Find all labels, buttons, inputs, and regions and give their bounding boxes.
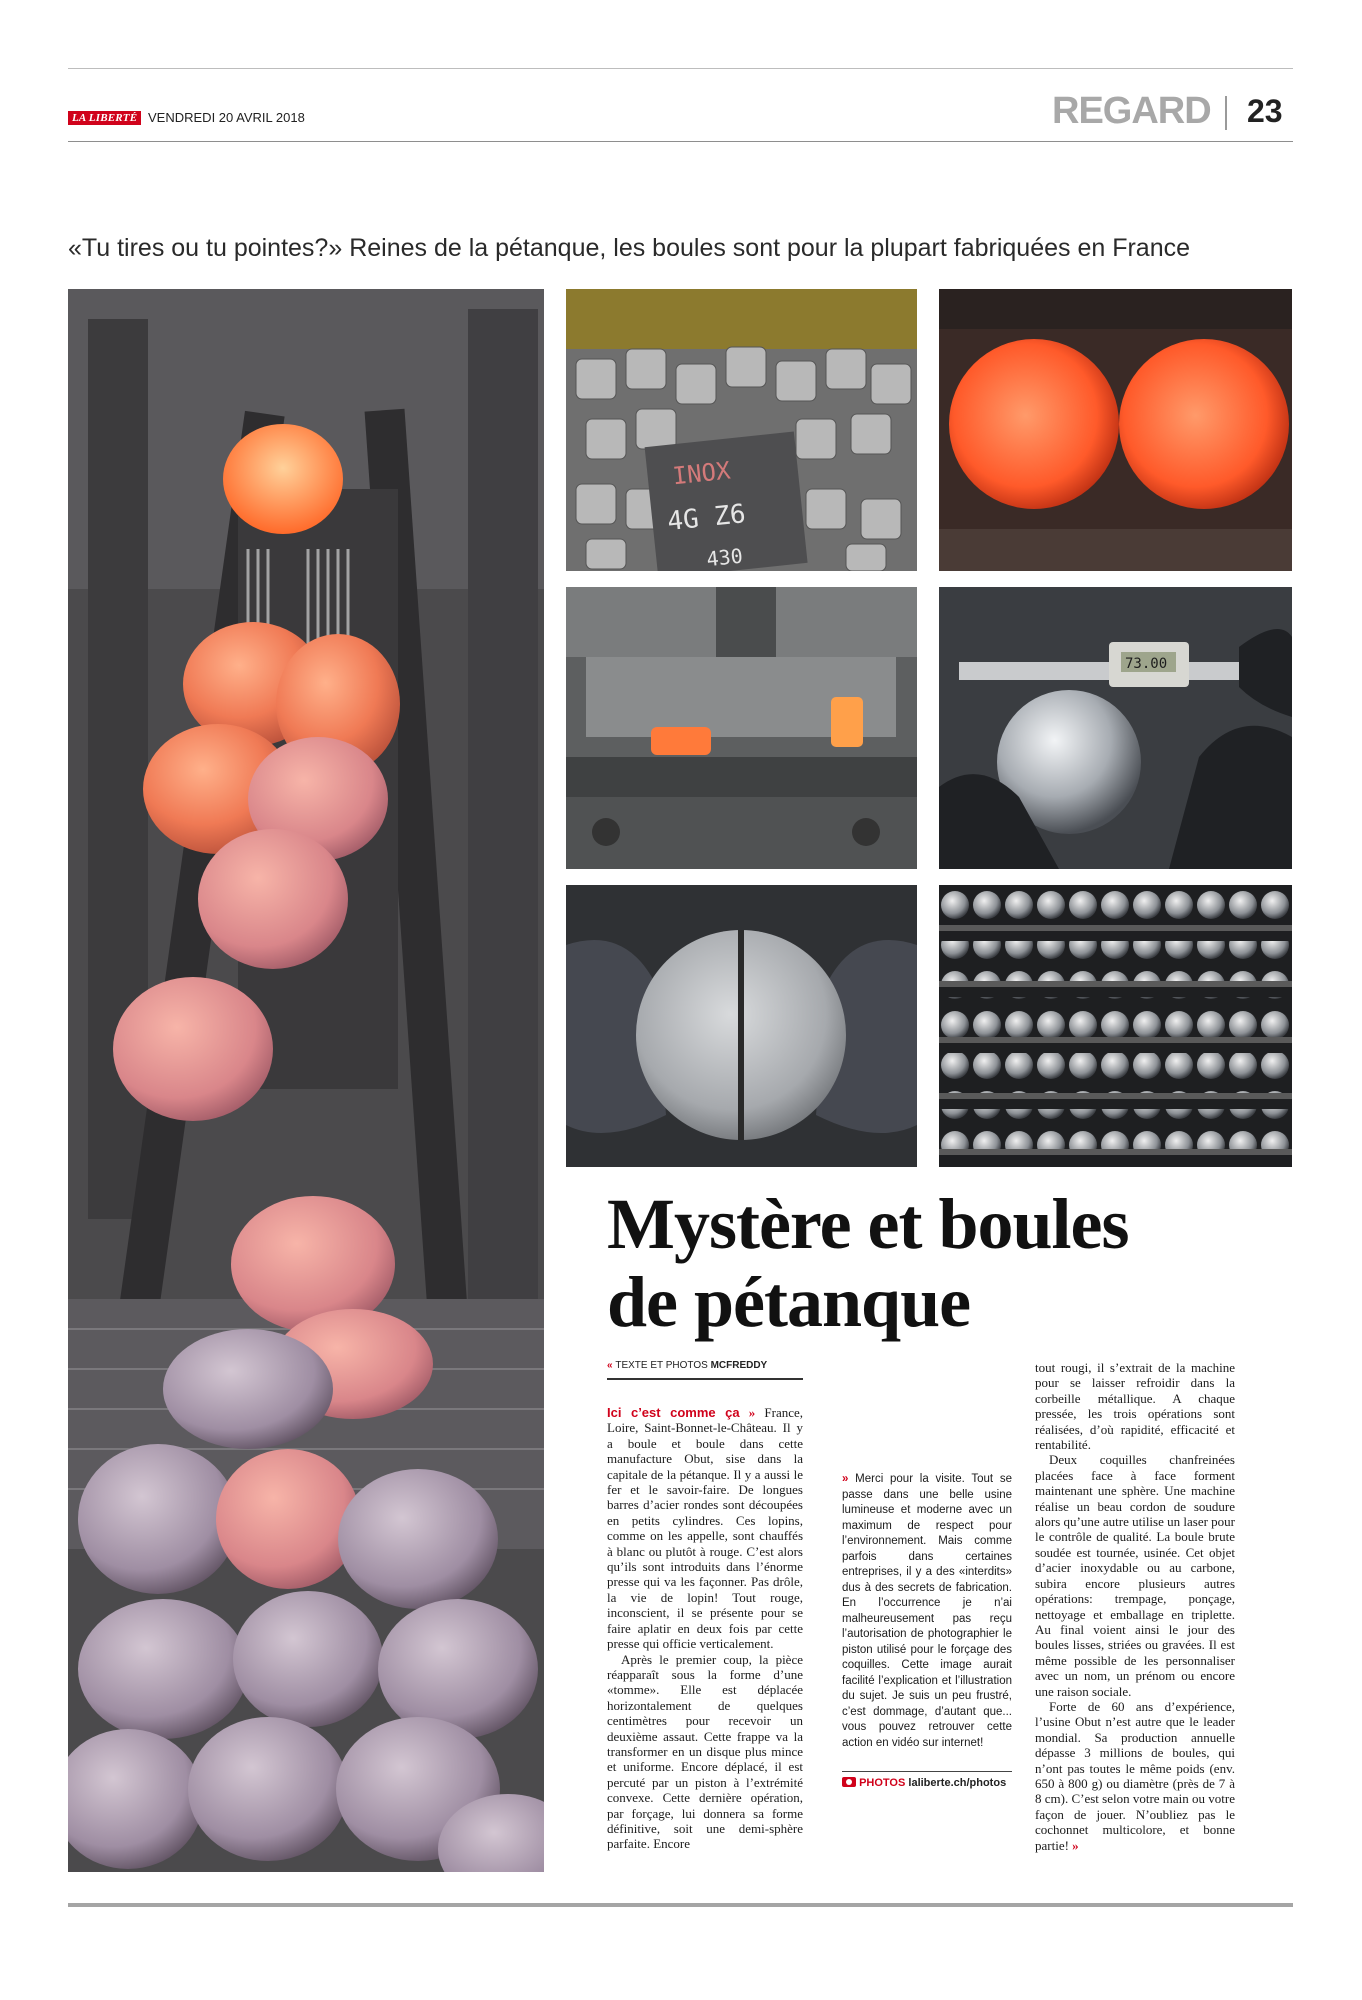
byline-marker: « bbox=[607, 1360, 613, 1371]
caliper-image bbox=[939, 587, 1292, 869]
photo-press-machine bbox=[566, 587, 917, 869]
article-paragraph-5 bbox=[1035, 1699, 1235, 1853]
article-p5-text: Forte de 60 ans d’expérience, l’usine Obut n’est autre que le leader mondial. Sa production annuelle dépasse 3 millions de boules, qui n’ont pas toutes le même poids (env. 650 à 800 g) ou diamètre (près de 7 à 8 cm). C’est selon votre main ou votre façon de jouer. N’oubliez pas le cochonnet multicolore, et bonne partie! bbox=[1035, 1698, 1236, 1853]
page-number: 23 bbox=[1247, 93, 1283, 129]
sidebar-paragraph bbox=[842, 1472, 1012, 1751]
article-column-3 bbox=[1035, 1360, 1235, 1853]
article-lead: Ici c’est comme ça bbox=[607, 1405, 740, 1420]
hot-balls-image bbox=[939, 289, 1292, 571]
photo-credit-link[interactable]: laliberte.ch/photos bbox=[908, 1777, 1007, 1789]
bottom-rule bbox=[68, 1903, 1293, 1907]
headline-line-2: de pétanque bbox=[607, 1262, 971, 1342]
photo-hot-balls bbox=[939, 289, 1292, 571]
headline bbox=[607, 1185, 1307, 1341]
ball-shelves-image bbox=[939, 885, 1292, 1167]
article-paragraph-1 bbox=[607, 1405, 803, 1652]
article-paragraph-2: Après le premier coup, la pièce réapparaît sous la forme d’une «tomme». Elle est déplacée horizontalement de quelques centimètres pour recevoir un deuxième assaut. Cette frappe va la transformer en un disque plus mince et uniforme. Encore déplacé, il est percuté par un piston à l’extrémité convexe. Cette dernière opération, par forçage, lui donnera sa forme définitive, soit une demi-sphère parfaite. Encore bbox=[607, 1651, 803, 1852]
sidebar-box bbox=[842, 1472, 1012, 1751]
photo-credit bbox=[842, 1777, 1006, 1789]
byline-author: MCFREDDY bbox=[710, 1360, 768, 1371]
article-paragraph-3: tout rougi, il s’extrait de la machine pour se laisser refroidir dans la corbeille métallique. A chaque pressée, les trois opérations sont réalisées, d’où rapidité, efficacité et rentabilité. bbox=[1035, 1360, 1235, 1453]
section-title: REGARD bbox=[1052, 90, 1211, 132]
billet-marking-code: 4G Z6 bbox=[666, 499, 748, 538]
byline-rule bbox=[607, 1378, 803, 1380]
photo-credit-label: PHOTOS bbox=[859, 1777, 906, 1789]
kicker: «Tu tires ou tu pointes?» Reines de la pétanque, les boules sont pour la plupart fabriquées en France bbox=[68, 234, 1191, 262]
billet-marking-inox: INOX bbox=[671, 456, 732, 491]
section-separator bbox=[1225, 96, 1227, 130]
billet-marking-number: 430 bbox=[705, 543, 744, 571]
byline bbox=[607, 1360, 767, 1371]
camera-icon bbox=[842, 1777, 856, 1787]
article-column-1 bbox=[607, 1405, 803, 1852]
lead-marker: » bbox=[748, 1405, 756, 1420]
photo-hemispheres-conveyor bbox=[68, 289, 544, 1872]
byline-prefix: TEXTE ET PHOTOS bbox=[615, 1360, 708, 1371]
photo-caliper-measure bbox=[939, 587, 1292, 869]
hemispheres-image bbox=[68, 289, 544, 1872]
photo-ball-shelves bbox=[939, 885, 1292, 1167]
article-p1-text: France, Loire, Saint-Bonnet-le-Château. Il y a boule et boule dans cette manufacture Obut, sise dans la capitale de la pétanque. Il y a aussi le fer et le savoir-faire. De longues barres d’acier rondes sont découpées en petits cylindres. Ces lopins, comme on les appelle, sont chauffés à blanc ou plutôt à rouge. C’est alors qu’ils sont introduits dans l’énorme presse qui va les façonner. Pas drôle, la vie de lopin! Tout rouge, inconscient, il se présente pour se faire aplatir en deux fois par cette presse qui officie verticalement. bbox=[607, 1405, 804, 1652]
sidebar-text: Merci pour la visite. Tout se passe dans une belle usine lumineuse et moderne avec un maximum de respect pour l’environnement. Mais comme parfois dans certaines entreprises, il y a des «interdits» dus à des secrets de fabrication. En l’occurrence je n’ai malheureusement pas reçu l’autorisation de photographier le piston utilisé pour le forçage des coquilles. Cette image aurait facilité l’explication et l’illustration du sujet. Je suis un peu frustré, c’est dommage, d’autant que... vous pouvez retrouver cette action en vidéo sur internet! bbox=[842, 1473, 1013, 1749]
issue-date: VENDREDI 20 AVRIL 2018 bbox=[148, 110, 305, 125]
end-marker: » bbox=[1072, 1837, 1079, 1853]
photo-steel-billets bbox=[566, 289, 917, 571]
welded-ball-image bbox=[566, 885, 917, 1167]
caliper-reading: 73.00 bbox=[1125, 656, 1168, 672]
header-rule bbox=[68, 141, 1293, 142]
billets-image bbox=[566, 289, 917, 571]
article-paragraph-4: Deux coquilles chanfreinées placées face à face forment maintenant une sphère. Une machine réalise un beau cordon de soudure alors qu’une autre utilise un laser pour le contrôle de qualité. La boule brute soudée est tournée, usinée. Cet objet d’acier inoxydable ou au carbone, subira encore plusieurs autres opérations: trempage, ponçage, nettoyage et emballage en triplette. Au final voient ainsi le jour des boules lisses, striées ou gravées. Il est même possible de les personnaliser avec un nom, un prénom ou encore une raison sociale. bbox=[1035, 1452, 1235, 1699]
photo-credit-rule bbox=[842, 1771, 1012, 1772]
headline-line-1: Mystère et boules bbox=[607, 1184, 1129, 1264]
press-image bbox=[566, 587, 917, 869]
sidebar-marker: » bbox=[842, 1473, 849, 1485]
photo-welded-ball bbox=[566, 885, 917, 1167]
newspaper-logo: LA LIBERTÉ bbox=[68, 111, 141, 125]
top-rule bbox=[68, 68, 1293, 69]
